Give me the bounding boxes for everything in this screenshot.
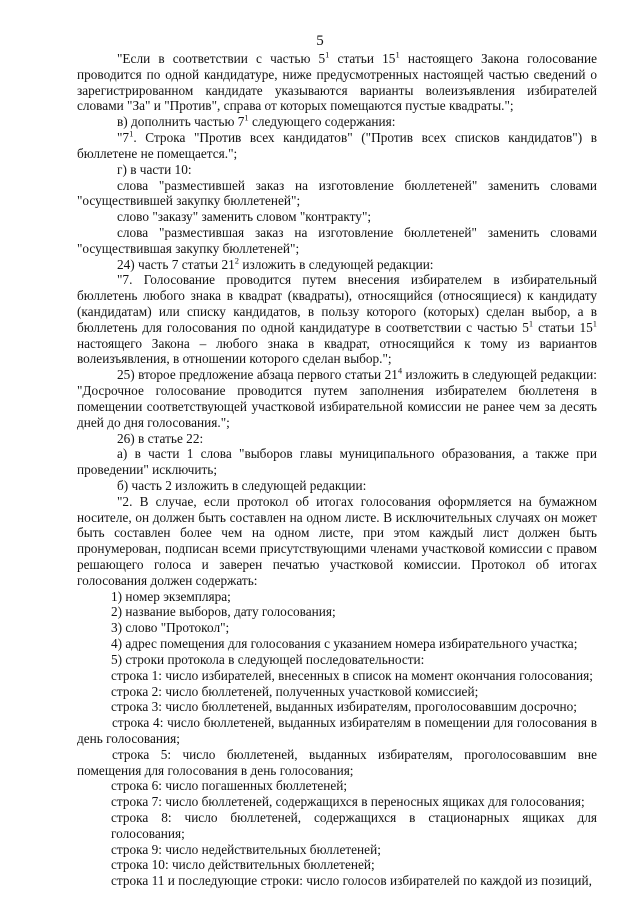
paragraph-text: 2) название выборов, дату голосования; [111,604,336,620]
paragraph-text: "2. В случае, если протокол об итогах голосования оформляется на бумажном носителе, он должен быть составлен на одном листе. В исключительных случаях он может быть составлен более чем на одном листе, при этом каждый лист должен быть пронумерован, подписан всеми присутствующими членами участковой комиссии с правом решающего голоса и заверен печатью участковой комиссии. Протокол об итогах голосования должен содержать: [77,493,597,588]
paragraph-text: строка 5: число бюллетеней, выданных избирателям, проголосовавшим вне помещения для голосования в день голосования; [77,746,597,778]
paragraph [77,225,597,257]
paragraph-text: настоящего Закона – любого знака в квадрат, относящийся к тому из вариантов волеизъявления, в отношении которого сделан выбор."; [77,335,597,367]
paragraph [77,652,597,668]
paragraph-text: 25) второе предложение абзаца первого статьи 21 [117,367,398,383]
paragraph [77,873,597,889]
paragraph-text: слова "разместившей заказ на изготовление бюллетеней" заменить словами "осуществившей закупку бюллетеней"; [77,177,597,209]
paragraph [77,209,597,225]
paragraph-text: строка 8: число бюллетеней, содержащихся в стационарных ящиках для голосования; [111,810,597,841]
paragraph-text: 3) слово "Протокол"; [111,620,230,636]
paragraph-text: строка 7: число бюллетеней, содержащихся в переносных ящиках для голосования; [111,794,585,810]
paragraph-text: 4) адрес помещения для голосования с указанием номера избирательного участка; [111,636,578,652]
paragraph-text: строка 6: число погашенных бюллетеней; [111,778,348,794]
superscript: 1 [528,318,534,329]
paragraph [77,684,597,700]
paragraph-text: "Если в соответствии с частью 5 [117,51,326,66]
paragraph-text: изложить в следующей редакции: "Досрочное голосование проводится путем заполнения избирателем бюллетеня в помещении соответствующей участковой избирательной комиссии не ранее чем за десять дней до дня голосования."; [77,367,597,430]
superscript: 1 [244,112,249,123]
paragraph [77,178,597,210]
paragraph-text: строка 9: число недействительных бюллетеней; [111,841,381,857]
paragraph [77,446,597,478]
paragraph-text: настоящего Закона голосование проводится по одной кандидатуре, ниже предусмотренных настоящей частью сведений о зарегистрированном кандидате указываются варианты волеизъявления избирателей словами "За" и "Против", справа от которых помещаются пустые квадраты."; [77,51,597,114]
paragraph-text: статьи 15 [329,51,396,66]
superscript: 4 [397,365,403,376]
paragraph [77,620,597,636]
paragraph [77,699,597,715]
paragraph [77,367,597,430]
paragraph-text: . Строка "Против всех кандидатов" ("Против всех списков кандидатов") в бюллетене не помещается."; [77,130,597,161]
superscript: 1 [395,49,400,60]
paragraph [77,589,597,605]
paragraph-text: 24) часть 7 статьи 21 [117,256,235,272]
paragraph-text: строка 1: число избирателей, внесенных в список на момент окончания голосования; [111,667,593,683]
paragraph-text: изложить в следующей редакции: [239,256,434,272]
superscript: 1 [129,128,134,139]
paragraph [77,272,597,367]
paragraph [77,431,597,447]
superscript: 1 [325,49,330,60]
paragraph [77,604,597,620]
paragraph [77,478,597,494]
paragraph-text: строка 11 и последующие строки: число голосов избирателей по каждой из позиций, [111,873,592,889]
paragraph-text: статьи 15 [533,319,593,335]
paragraph-text: б) часть 2 изложить в следующей редакции: [117,477,367,493]
paragraph-text: а) в части 1 слова "выборов главы муниципального образования, а также при проведении" исключить; [77,446,597,478]
paragraph [77,794,597,810]
paragraph [77,114,597,130]
paragraph-text: 5) строки протокола в следующей последовательности: [111,651,425,667]
paragraph-text: в) дополнить частью 7 [117,114,245,130]
paragraph-text: строка 10: число действительных бюллетеней; [111,857,375,873]
paragraph [77,51,597,114]
paragraph-text: следующего содержания: [248,114,396,130]
paragraph [77,257,597,273]
paragraph [77,715,597,747]
superscript: 2 [234,255,240,266]
paragraph [77,857,597,873]
page-number: 5 [316,33,324,49]
paragraph [77,494,597,589]
document-body [77,51,597,889]
paragraph-text: строка 2: число бюллетеней, полученных участковой комиссией; [111,683,479,699]
paragraph-text: 1) номер экземпляра; [111,588,231,604]
paragraph [77,842,597,858]
paragraph [77,668,597,684]
paragraph-text: "7. Голосование проводится путем внесения избирателем в избирательный бюллетень любого знака в квадрат (квадраты), относящийся (относящиеся) к кандидату (кандидатам) или списку кандидатов, в пользу которого (которых) сделан выбор, а в бюллетень для голосования по одной кандидатуре в соответствии с частью 5 [77,272,597,335]
paragraph-text: строка 4: число бюллетеней, выданных избирателям в помещении для голосования в день голосования; [77,715,597,746]
paragraph-text: строка 3: число бюллетеней, выданных избирателям, проголосовавшим досрочно; [111,699,577,715]
paragraph-text: слово "заказу" заменить словом "контракту"; [117,209,372,225]
paragraph-text: 26) в статье 22: [117,430,204,446]
paragraph [77,636,597,652]
superscript: 1 [592,318,597,329]
paragraph [77,778,597,794]
paragraph-text: слова "разместившая заказ на изготовление бюллетеней" заменить словами "осуществившая закупку бюллетеней"; [77,224,597,256]
paragraph [77,130,597,162]
paragraph-text: г) в части 10: [117,161,192,177]
paragraph [77,810,597,842]
paragraph-text: "7 [117,130,130,146]
paragraph [77,747,597,779]
paragraph [77,162,597,178]
